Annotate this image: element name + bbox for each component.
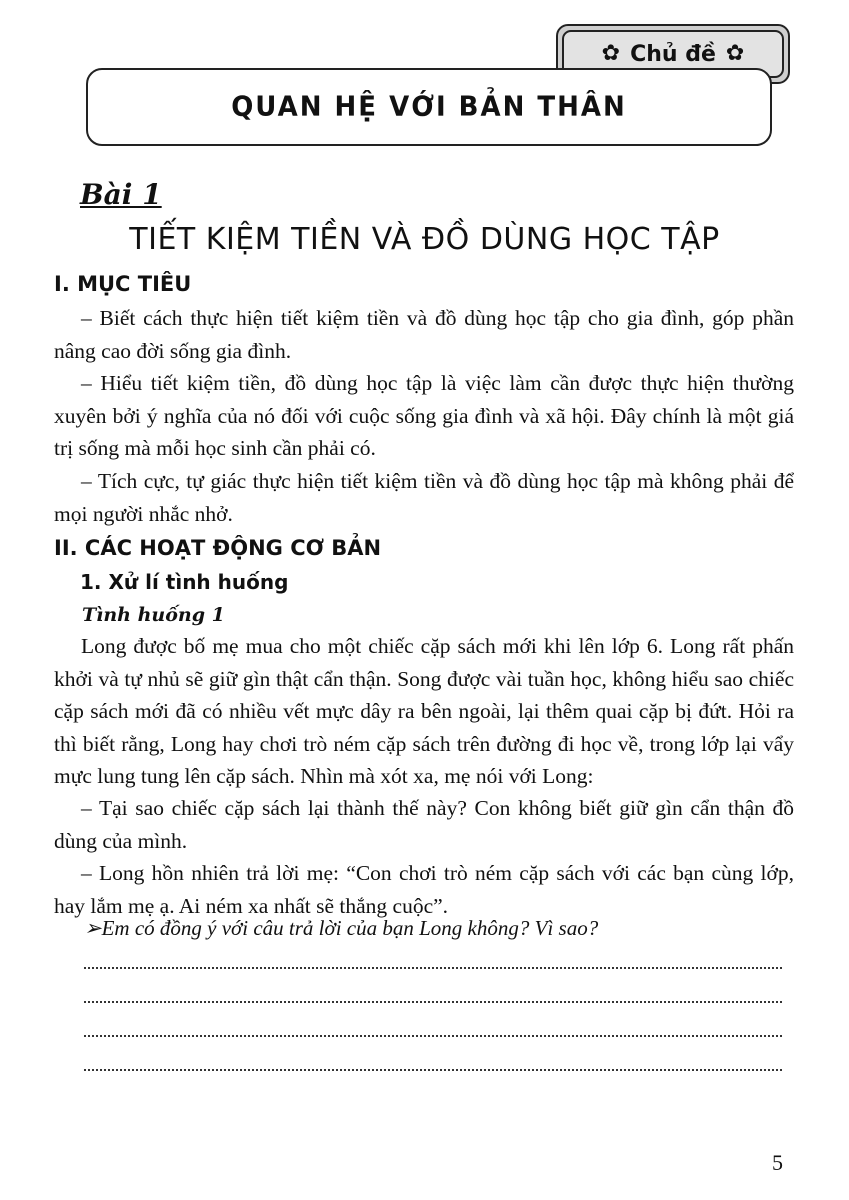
flower-icon: ✿ — [601, 41, 621, 66]
flower-icon: ✿ — [725, 41, 745, 66]
topic-tab-label: Chủ đề — [630, 41, 716, 67]
lesson-label: Bài 1 — [80, 178, 162, 211]
answer-line[interactable] — [84, 967, 782, 969]
objective-paragraph-3: – Tích cực, tự giác thực hiện tiết kiệm tiền và đồ dùng học tập mà không phải để mọi người nhắc nhở. — [54, 469, 794, 526]
page-number: 5 — [772, 1150, 783, 1175]
subheading-situation-handling: 1. Xử lí tình huống — [80, 570, 289, 594]
situation-paragraph-2: – Tại sao chiếc cặp sách lại thành thế này? Con không biết giữ gìn cẩn thận đồ dùng của mình. — [54, 796, 794, 853]
answer-line[interactable] — [84, 1035, 782, 1037]
situation-label: Tình huống 1 — [82, 604, 225, 626]
section-heading-activities: II. CÁC HOẠT ĐỘNG CƠ BẢN — [54, 536, 382, 560]
topic-title-box — [86, 68, 772, 146]
answer-line[interactable] — [84, 1001, 782, 1003]
answer-line[interactable] — [84, 1069, 782, 1071]
question-prompt: ➢Em có đồng ý với câu trả lời của bạn Long không? Vì sao? — [84, 916, 599, 940]
objective-paragraph-2: – Hiểu tiết kiệm tiền, đồ dùng học tập là việc làm cần được thực hiện thường xuyên bởi ý nghĩa của nó đối với cuộc sống gia đình và xã hội. Đây chính là một giá trị sống mà mỗi học sinh cần phải có. — [54, 371, 794, 460]
lesson-title: TIẾT KIỆM TIỀN VÀ ĐỒ DÙNG HỌC TẬP — [129, 222, 720, 257]
objective-paragraph-1: – Biết cách thực hiện tiết kiệm tiền và đồ dùng học tập cho gia đình, góp phần nâng cao đời sống gia đình. — [54, 306, 794, 363]
situation-paragraph-1: Long được bố mẹ mua cho một chiếc cặp sách mới khi lên lớp 6. Long rất phấn khởi và tự nhủ sẽ giữ gìn thật cẩn thận. Song được vài tuần học, không hiểu sao chiếc cặp sách mới đã có nhiều vết mực dây ra bên ngoài, lại thêm quai cặp bị đứt. Hỏi ra thì biết rằng, Long hay chơi trò ném cặp sách trên đường đi học về, trong lớp lại vẩy mực lung tung lên cặp sách. Nhìn mà xót xa, mẹ nói với Long: — [54, 634, 794, 788]
section-heading-objectives: I. MỤC TIÊU — [54, 272, 192, 296]
situation-paragraph-3: – Long hồn nhiên trả lời mẹ: “Con chơi trò ném cặp sách với các bạn cùng lớp, hay lắm mẹ ạ. Ai ném xa nhất sẽ thắng cuộc”. — [54, 861, 794, 918]
topic-title: QUAN HỆ VỚI BẢN THÂN — [231, 91, 627, 123]
